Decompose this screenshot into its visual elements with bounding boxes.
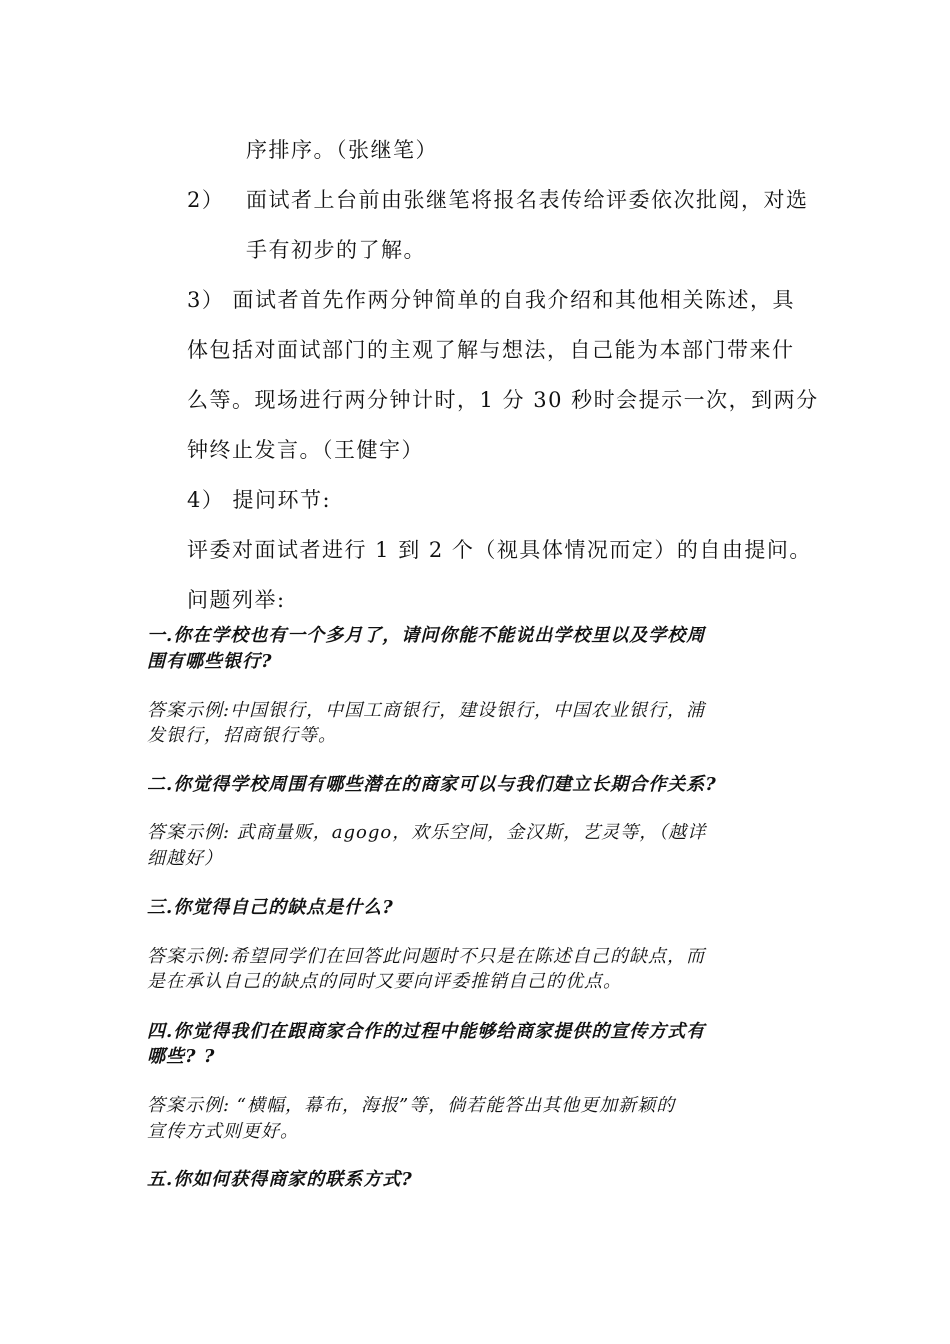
paragraph-line: 3） 面试者首先作两分钟简单的自我介绍和其他相关陈述，具 — [187, 288, 796, 312]
answer-example: 宣传方式则更好。 — [147, 1121, 299, 1142]
answer-example: 答案示例: “横幅，幕布，海报”等，倘若能答出其他更加新颖的 — [147, 1095, 676, 1116]
answer-example: 答案示例:中国银行，中国工商银行，建设银行，中国农业银行，浦 — [147, 700, 706, 721]
question-heading: 二.你觉得学校周围有哪些潜在的商家可以与我们建立长期合作关系? — [147, 774, 717, 795]
question-heading: 围有哪些银行? — [147, 651, 273, 672]
question-heading: 四.你觉得我们在跟商家合作的过程中能够给商家提供的宣传方式有 — [147, 1021, 706, 1042]
paragraph-line: 问题列举: — [187, 588, 286, 612]
answer-example: 答案示例: 武商量贩，agogo，欢乐空间，金汉斯，艺灵等，（越详 — [147, 822, 707, 843]
paragraph-line: 面试者上台前由张继笔将报名表传给评委依次批阅，对选 — [246, 188, 809, 212]
paragraph-line: 评委对面试者进行 1 到 2 个（视具体情况而定）的自由提问。 — [187, 538, 812, 562]
answer-example: 发银行，招商银行等。 — [147, 725, 337, 746]
paragraph-line: 么等。现场进行两分钟计时，1 分 30 秒时会提示一次，到两分 — [187, 388, 819, 412]
question-heading: 一.你在学校也有一个多月了，请问你能不能说出学校里以及学校周 — [147, 625, 706, 646]
question-heading: 哪些? ? — [147, 1046, 216, 1067]
question-heading: 三.你觉得自己的缺点是什么? — [147, 897, 394, 918]
paragraph-continuation: 序排序。（张继笔） — [246, 138, 438, 162]
answer-example: 细越好） — [147, 848, 223, 869]
question-heading: 五.你如何获得商家的联系方式? — [147, 1169, 413, 1190]
paragraph-line: 4） 提问环节: — [187, 488, 332, 512]
answer-example: 答案示例:希望同学们在回答此问题时不只是在陈述自己的缺点，而 — [147, 946, 706, 967]
answer-example: 是在承认自己的缺点的同时又要向评委推销自己的优点。 — [147, 971, 622, 992]
paragraph-line: 钟终止发言。（王健宇） — [187, 438, 424, 462]
list-item-number: 2） — [187, 188, 225, 212]
paragraph-line: 手有初步的了解。 — [246, 238, 426, 262]
paragraph-line: 体包括对面试部门的主观了解与想法，自己能为本部门带来什 — [187, 338, 795, 362]
